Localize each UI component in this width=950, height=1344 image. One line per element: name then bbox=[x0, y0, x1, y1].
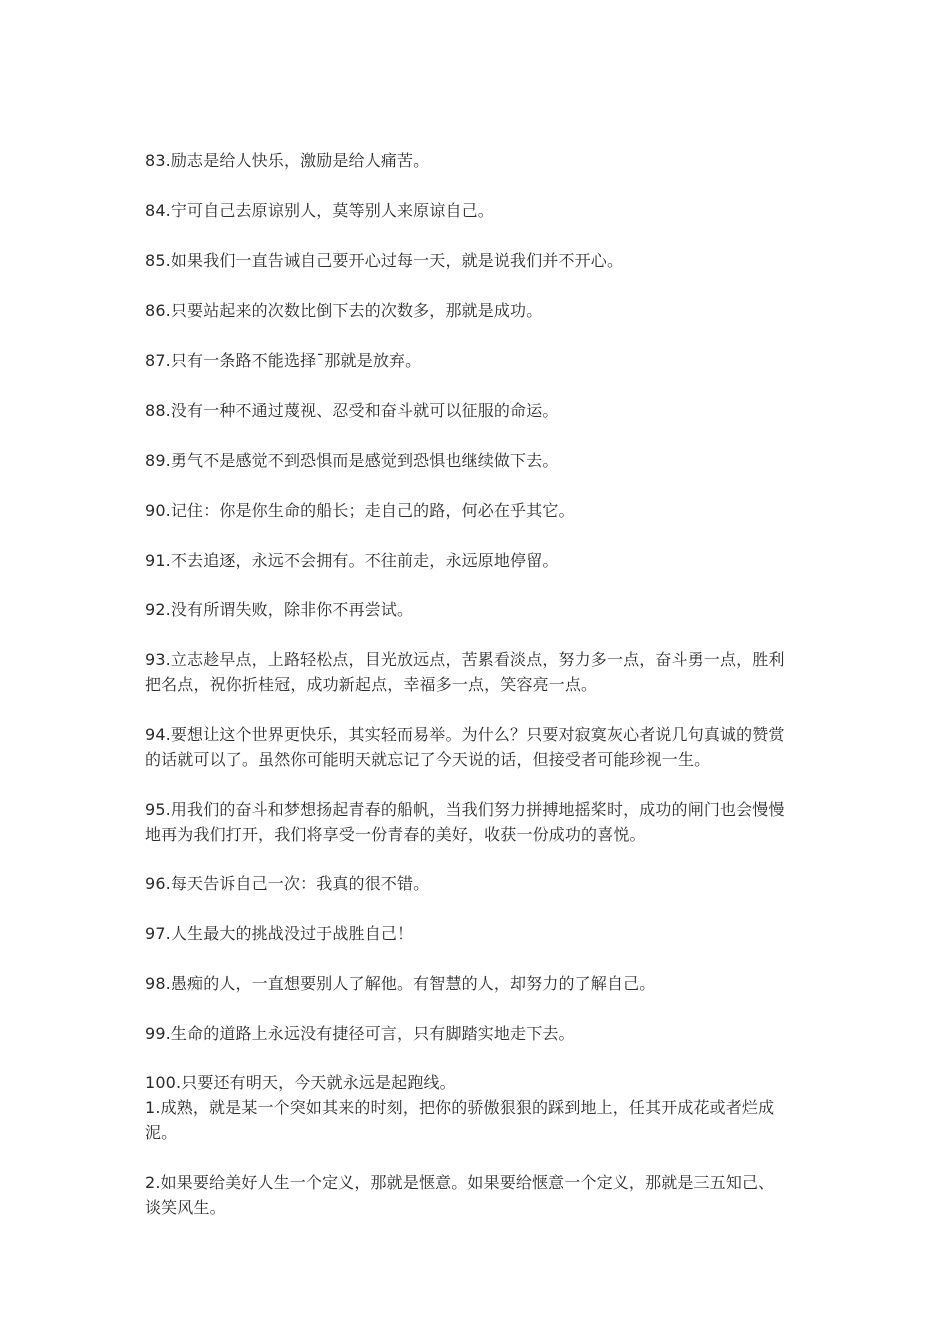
quote-100-and-1: 100.只要还有明天，今天就永远是起跑线。 1.成熟，就是某一个突如其来的时刻，把你的骄傲狠狠的踩到地上，任其开成花或者烂成 泥。 bbox=[145, 1073, 775, 1142]
quote-90: 90.记住：你是你生命的船长；走自己的路，何必在乎其它。 bbox=[145, 501, 575, 520]
quote-96: 96.每天告诉自己一次：我真的很不错。 bbox=[145, 874, 430, 893]
quote-85: 85.如果我们一直告诫自己要开心过每一天，就是说我们并不开心。 bbox=[145, 251, 624, 270]
quote-83: 83.励志是给人快乐，激励是给人痛苦。 bbox=[145, 151, 430, 170]
quote-88: 88.没有一种不通过蔑视、忍受和奋斗就可以征服的命运。 bbox=[145, 401, 559, 420]
quote-89: 89.勇气不是感觉不到恐惧而是感觉到恐惧也继续做下去。 bbox=[145, 451, 559, 470]
quote-94: 94.要想让这个世界更快乐，其实轻而易举。为什么？只要对寂寞灰心者说几句真诚的赞赏 的话就可以了。虽然你可能明天就忘记了今天说的话，但接受者可能珍视一生。 bbox=[145, 725, 785, 769]
quote-92: 92.没有所谓失败，除非你不再尝试。 bbox=[145, 600, 414, 619]
quote-98: 98.愚痴的人，一直想要别人了解他。有智慧的人，却努力的了解自己。 bbox=[145, 974, 656, 993]
quote-84: 84.宁可自己去原谅别人，莫等别人来原谅自己。 bbox=[145, 201, 494, 220]
quote-93: 93.立志趁早点，上路轻松点，目光放远点，苦累看淡点，努力多一点，奋斗勇一点，胜利 把名点，祝你折桂冠，成功新起点，幸福多一点，笑容亮一点。 bbox=[145, 650, 785, 694]
quote-87: 87.只有一条路不能选择¯那就是放弃。 bbox=[145, 351, 422, 370]
quote-99: 99.生命的道路上永远没有捷径可言，只有脚踏实地走下去。 bbox=[145, 1024, 575, 1043]
quote-86: 86.只要站起来的次数比倒下去的次数多，那就是成功。 bbox=[145, 301, 543, 320]
quote-95: 95.用我们的奋斗和梦想扬起青春的船帆，当我们努力拼搏地摇桨时，成功的闸门也会慢慢 地再为我们打开，我们将享受一份青春的美好，收获一份成功的喜悦。 bbox=[145, 800, 785, 844]
quote-97: 97.人生最大的挑战没过于战胜自己！ bbox=[145, 924, 414, 943]
quote-2: 2.如果要给美好人生一个定义，那就是惬意。如果要给惬意一个定义，那就是三五知己、 谈笑风生。 bbox=[145, 1173, 775, 1217]
quote-91: 91.不去追逐，永远不会拥有。不往前走，永远原地停留。 bbox=[145, 551, 559, 570]
